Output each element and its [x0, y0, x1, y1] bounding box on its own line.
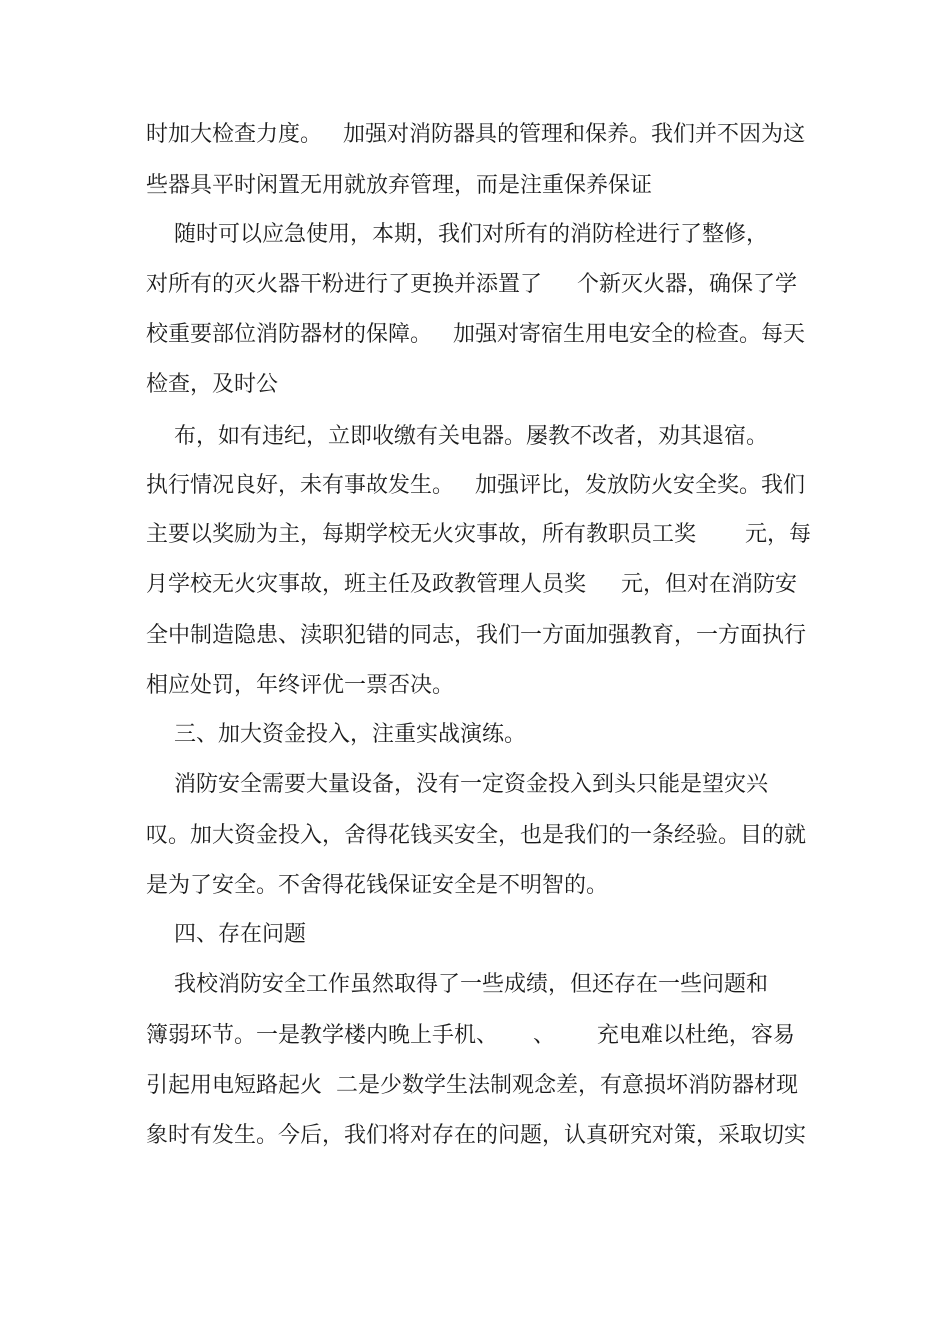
text-line: 相应处罚，年终评优一票否决。 — [146, 673, 455, 698]
text-line: 月学校无火灾事故，班主任及政教管理人员奖 元，但对在消防安 — [146, 572, 797, 597]
text-line: 我校消防安全工作虽然取得了一些成绩，但还存在一些问题和 — [146, 972, 768, 997]
text-line: 时加大检查力度。 加强对消防器具的管理和保养。我们并不因为这 — [146, 122, 805, 147]
text-line: 校重要部位消防器材的保障。 加强对寄宿生用电安全的检查。每天 — [146, 322, 805, 347]
text-line: 些器具平时闲置无用就放弃管理，而是注重保养保证 — [146, 173, 653, 198]
text-line: 检查，及时公 — [146, 372, 279, 397]
section-heading: 四、存在问题 — [146, 922, 306, 947]
text-line: 引起用电短路起火 二是少数学生法制观念差，有意损坏消防器材现 — [146, 1073, 798, 1098]
text-line: 叹。加大资金投入，舍得花钱买安全，也是我们的一条经验。目的就 — [146, 823, 807, 848]
text-line: 对所有的灭火器干粉进行了更换并添置了 个新灭火器，确保了学 — [146, 272, 797, 297]
text-line: 象时有发生。今后，我们将对存在的问题，认真研究对策，采取切实 — [146, 1123, 807, 1148]
text-line: 执行情况良好，未有事故发生。 加强评比，发放防火安全奖。我们 — [146, 473, 805, 498]
section-heading: 三、加大资金投入，注重实战演练。 — [146, 722, 526, 747]
text-line: 主要以奖励为主，每期学校无火灾事故，所有教职员工奖 元，每 — [146, 522, 811, 547]
text-line: 消防安全需要大量设备，没有一定资金投入到头只能是望灾兴 — [146, 772, 768, 797]
text-line: 布，如有违纪，立即收缴有关电器。屡教不改者，劝其退宿。 — [146, 424, 768, 449]
text-line: 是为了安全。不舍得花钱保证安全是不明智的。 — [146, 873, 609, 898]
text-line: 全中制造隐患、渎职犯错的同志，我们一方面加强教育，一方面执行 — [146, 623, 807, 648]
text-line: 簿弱环节。一是教学楼内晚上手机、 、 充电难以杜绝，容易 — [146, 1023, 795, 1048]
text-line: 随时可以应急使用，本期，我们对所有的消防栓进行了整修， — [146, 222, 768, 247]
